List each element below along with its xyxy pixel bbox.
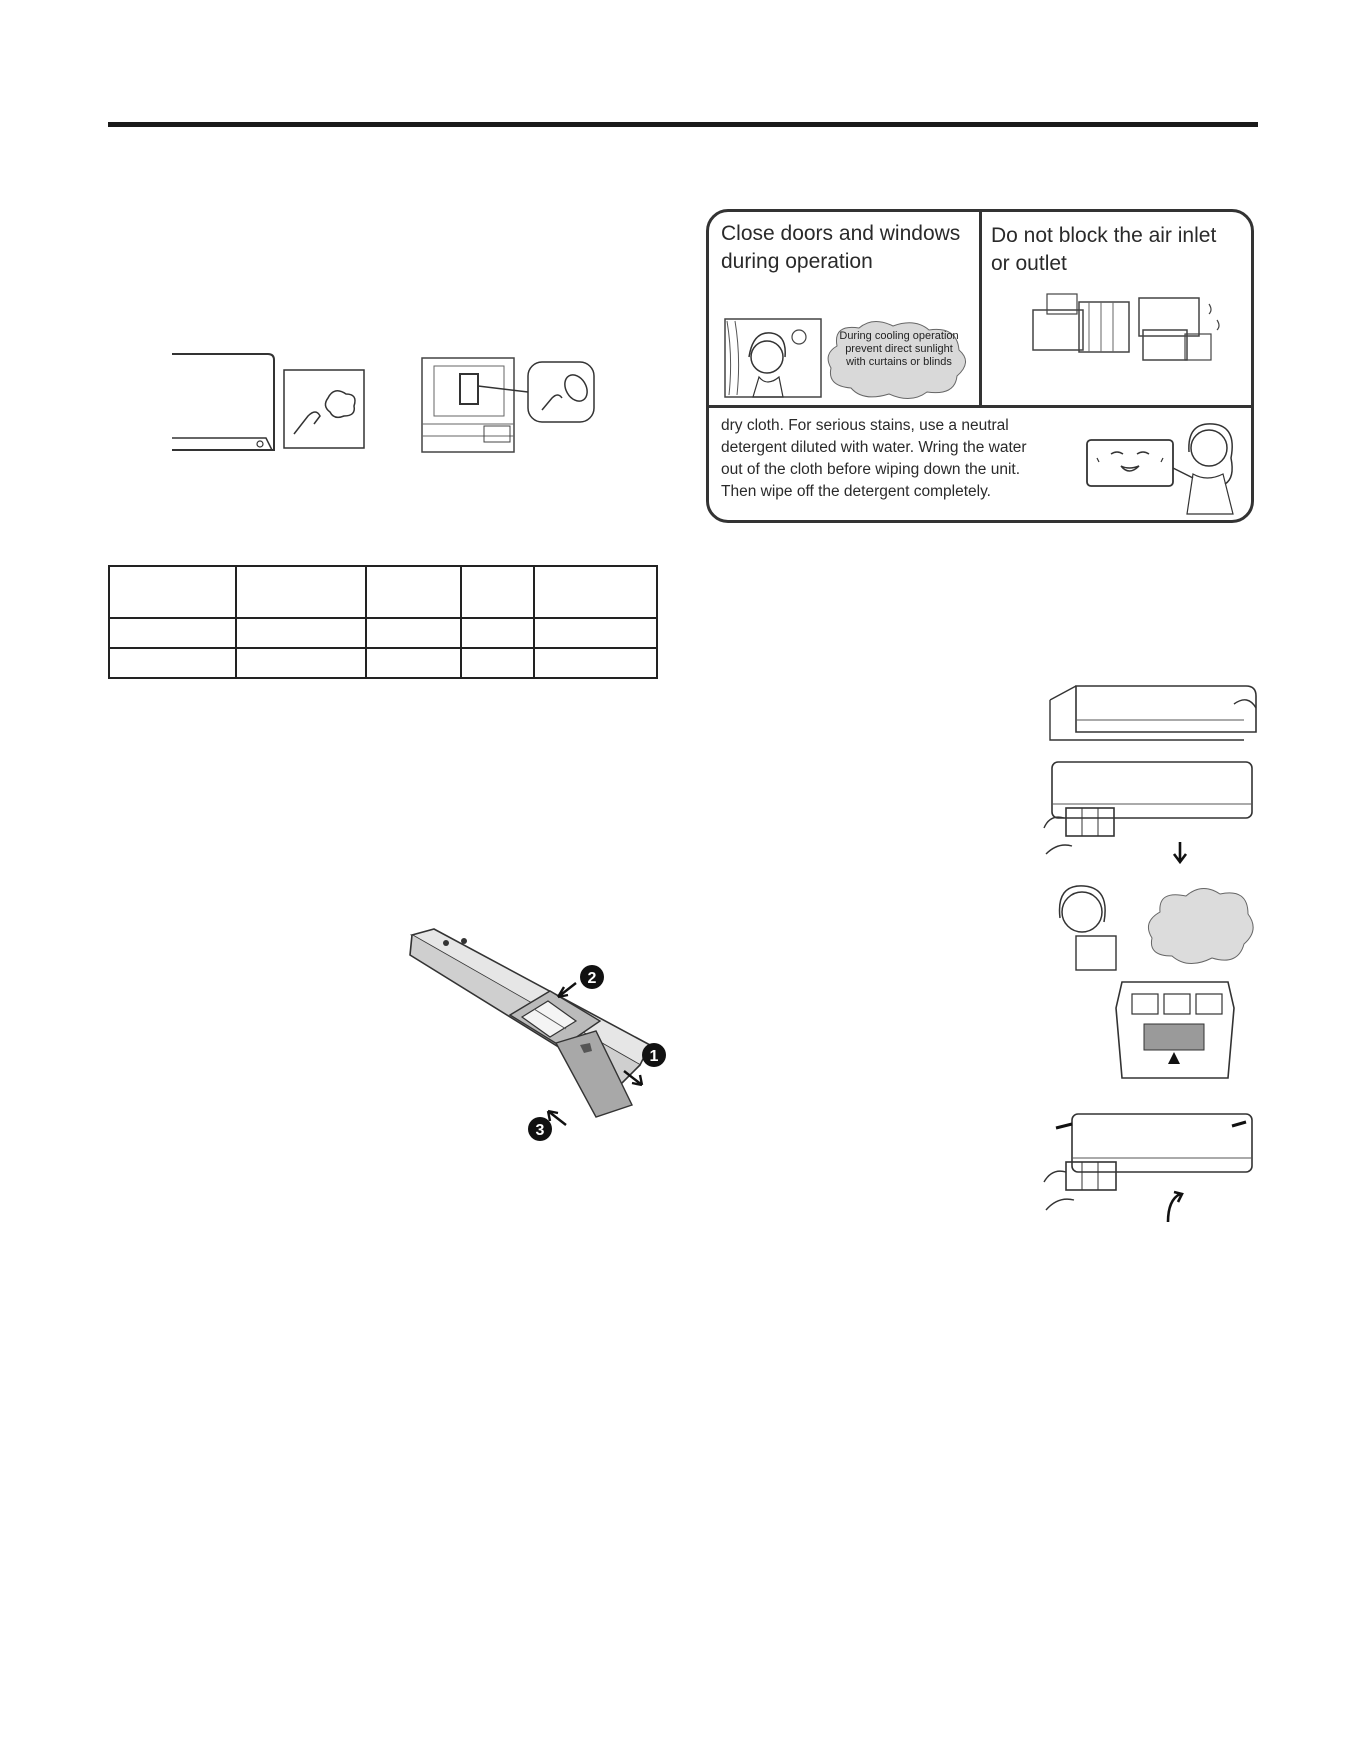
filter-step-wash: [1110, 978, 1240, 1086]
bubble-line3: with curtains or blinds: [846, 356, 952, 368]
window-girl-illustration: [723, 317, 823, 401]
spec-table: [108, 565, 658, 679]
tip-cleaning-text: [721, 415, 1027, 503]
cleaning-line2: detergent diluted with water. Wring the water: [721, 439, 1027, 456]
filter-step-remove: [1036, 758, 1260, 868]
table-cell: [534, 566, 657, 618]
header-rule: [108, 122, 1258, 127]
table-cell: [534, 648, 657, 678]
step-marker-2: [558, 965, 604, 997]
table-cell: [236, 618, 367, 648]
table-cell: [109, 648, 236, 678]
tip-close-doors-line1: Close doors and windows: [721, 222, 961, 245]
indoor-unit-illustration: [168, 350, 368, 460]
filter-step-clean: [1048, 882, 1260, 974]
step-marker-3: [528, 1111, 566, 1141]
tip-close-doors-line2: during operation: [721, 250, 873, 273]
step-label-1: 1: [649, 1048, 659, 1065]
table-cell: [236, 648, 367, 678]
table-cell: [461, 648, 535, 678]
table-cell: [236, 566, 367, 618]
table-cell: [366, 566, 461, 618]
tip-air-inlet-line2: or outlet: [991, 252, 1067, 275]
tip-air-inlet-title: [991, 222, 1216, 278]
blocked-unit-boxes-illustration: [1031, 290, 1231, 370]
table-cell: [366, 618, 461, 648]
tip-close-doors-title: [721, 220, 960, 276]
tips-vertical-divider: [979, 212, 982, 407]
table-cell: [366, 648, 461, 678]
sunlight-bubble-text: [833, 330, 965, 369]
table-cell: [461, 566, 535, 618]
operation-tips-panel: [706, 209, 1254, 523]
table-row: [109, 618, 657, 648]
table-row: [109, 648, 657, 678]
tip-air-inlet-line1: Do not block the air inlet: [991, 224, 1217, 247]
step-label-2: 2: [587, 970, 597, 987]
table-cell: [461, 618, 535, 648]
wiping-unit-illustration: [1083, 418, 1249, 518]
table-cell: [534, 618, 657, 648]
table-cell: [109, 566, 236, 618]
tips-horizontal-divider: [709, 405, 1251, 408]
bubble-line2: prevent direct sunlight: [845, 343, 953, 355]
cleaning-line1: dry cloth. For serious stains, use a neutral: [721, 417, 1009, 434]
cleaning-line3: out of the cloth before wiping down the unit.: [721, 461, 1021, 478]
table-cell: [109, 618, 236, 648]
remote-battery-illustration: [400, 925, 670, 1145]
cleaning-line4: Then wipe off the detergent completely.: [721, 483, 991, 500]
filter-step-reinstall: [1036, 1110, 1260, 1228]
control-panel-illustration: [420, 352, 598, 457]
table-row: [109, 566, 657, 618]
bubble-line1: During cooling operation: [839, 330, 959, 342]
step-label-3: 3: [535, 1122, 545, 1139]
filter-step-open-panel: [1036, 680, 1260, 748]
